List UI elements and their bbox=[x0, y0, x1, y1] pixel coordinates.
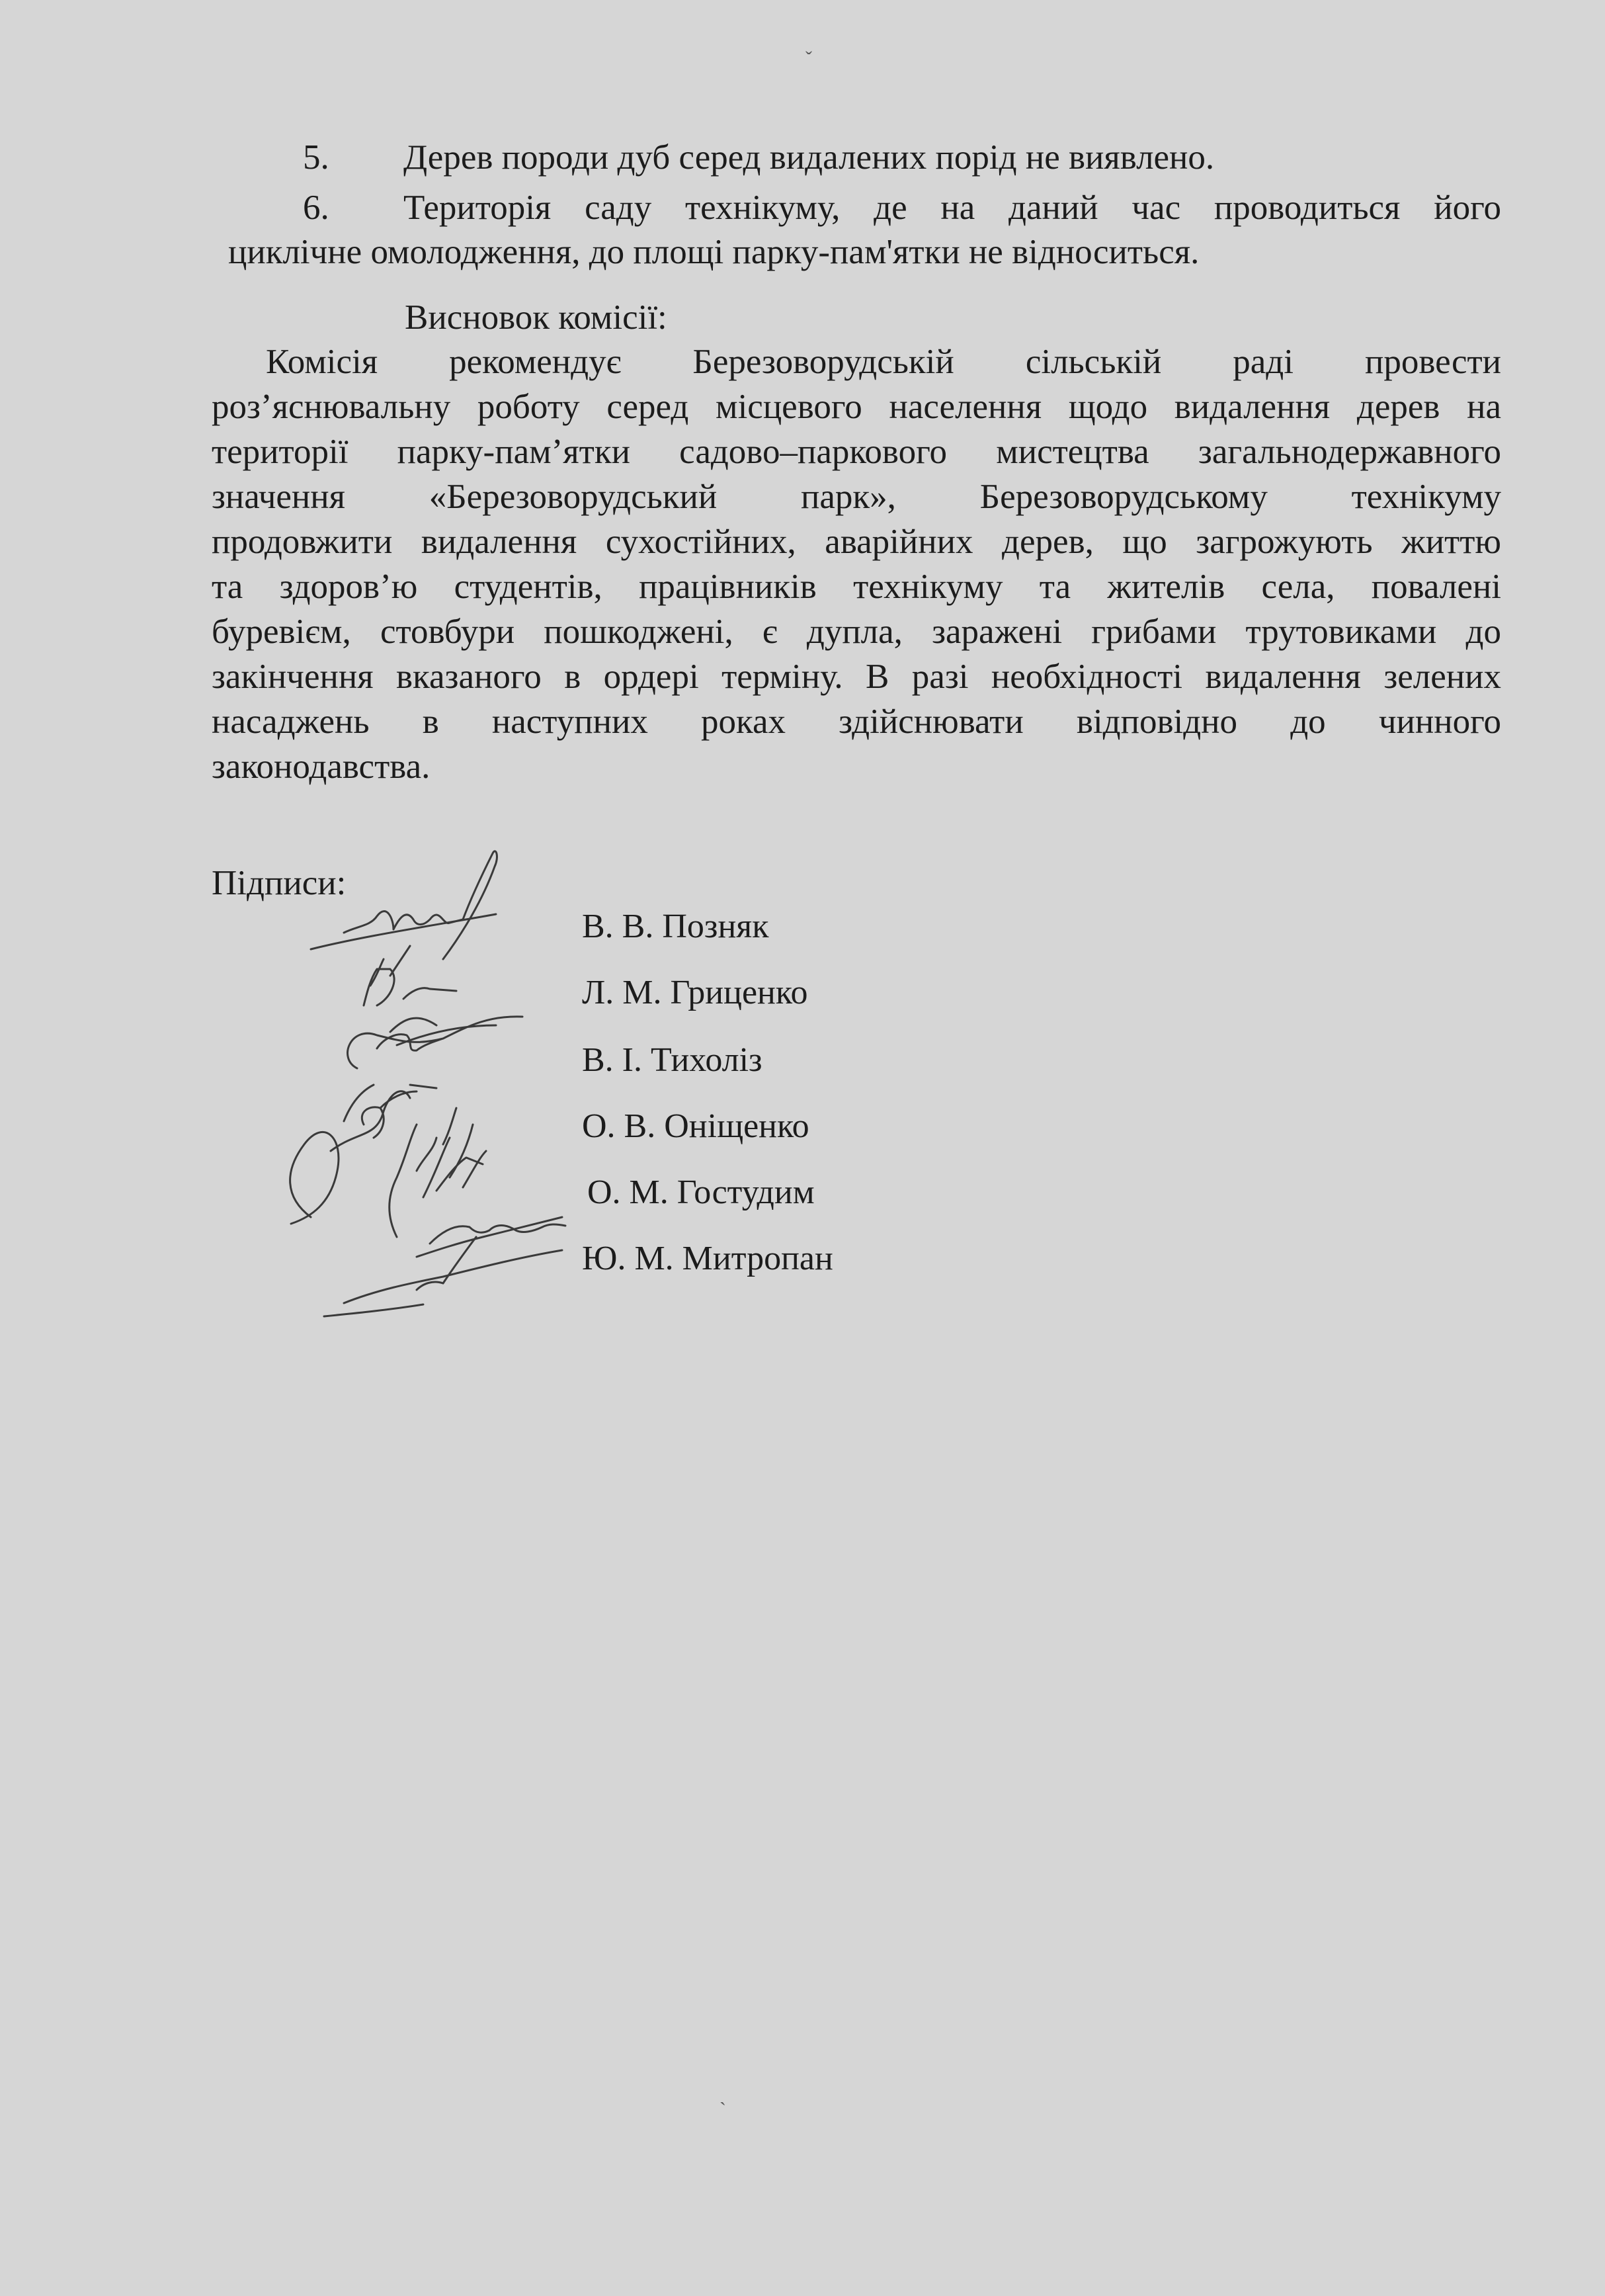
conclusion-line: законодавства. bbox=[212, 747, 431, 786]
conclusion-line: буревієм, стовбури пошкоджені, є дупла, заражені грибами трутовиками до bbox=[212, 613, 1501, 651]
item-text-line: Територія саду технікуму, де на даний час проводиться його bbox=[403, 189, 1501, 227]
conclusion-line: значення «Березоворудський парк», Березоворудському технікуму bbox=[212, 478, 1501, 516]
scan-speck: ˇ bbox=[805, 48, 812, 69]
item-number: 6. bbox=[303, 189, 329, 227]
item-number: 5. bbox=[303, 138, 329, 177]
conclusion-line: продовжити видалення сухостійних, аварійних дерев, що загрожують життю bbox=[212, 523, 1501, 561]
conclusion-line: закінчення вказаного в ордері терміну. В разі необхідності видалення зелених bbox=[212, 658, 1501, 696]
signatory-name: О. В. Оніщенко bbox=[582, 1107, 809, 1145]
conclusion-line: та здоров’ю студентів, працівників технікуму та жителів села, повалені bbox=[212, 568, 1501, 606]
conclusion-line: насаджень в наступних роках здійснювати відповідно до чинного bbox=[212, 702, 1501, 741]
signatures-label: Підписи: bbox=[212, 864, 347, 902]
handwritten-signatures bbox=[245, 827, 615, 1369]
conclusion-line: роз’яснювальну роботу серед місцевого населення щодо видалення дерев на bbox=[212, 388, 1501, 426]
conclusion-line: території парку-пам’ятки садово–паркового мистецтва загальнодержавного bbox=[212, 433, 1501, 471]
signatory-name: Ю. М. Митропан bbox=[582, 1240, 833, 1277]
signatory-name: В. В. Позняк bbox=[582, 908, 769, 945]
scan-speck: ˏ bbox=[720, 2084, 726, 2105]
conclusion-line: Комісія рекомендує Березоворудській сільській раді провести bbox=[266, 343, 1501, 381]
item-text: Дерев породи дуб серед видалених порід не виявлено. bbox=[403, 138, 1215, 177]
signatory-name: Л. М. Гриценко bbox=[582, 974, 808, 1011]
signatory-name: О. М. Гостудим bbox=[587, 1173, 815, 1211]
signatory-name: В. І. Тихоліз bbox=[582, 1041, 762, 1079]
item-text-line: циклічне омолодження, до площі парку-пам'ятки не відноситься. bbox=[228, 233, 1200, 271]
conclusion-heading: Висновок комісії: bbox=[405, 298, 667, 337]
